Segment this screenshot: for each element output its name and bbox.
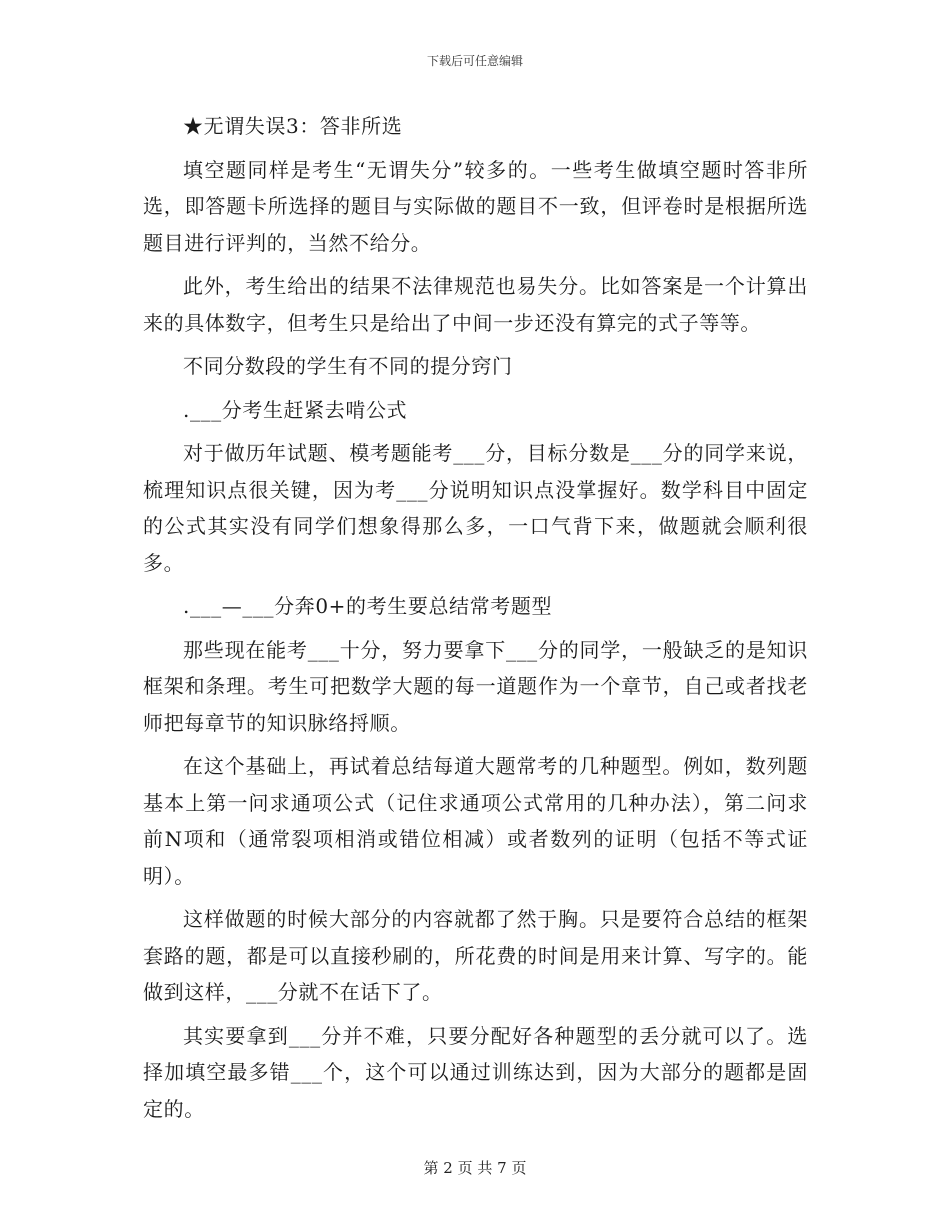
- page-number: 第 2 页 共 7 页: [423, 1159, 527, 1177]
- section-heading: 不同分数段的学生有不同的提分窍门: [183, 354, 513, 378]
- page-header-note: 下载后可任意编辑: [426, 54, 523, 68]
- subsection-heading: .___分考生赶紧去啃公式: [183, 397, 408, 422]
- body-paragraph: 那些现在能考___十分，努力要拿下___分的同学，一般缺乏的是知识框架和条理。考生可把数学大题的每一道题作为一个章节，自己或者找老师把每章节的知识脉络捋顺。: [143, 637, 808, 735]
- body-paragraph: 填空题同样是考生“无谓失分”较多的。一些考生做填空题时答非所选，即答题卡所选择的题目与实际做的题目不一致，但评卷时是根据所选题目进行评判的，当然不给分。: [143, 157, 808, 255]
- document-body: [143, 108, 808, 1127]
- body-paragraph: 对于做历年试题、模考题能考___分，目标分数是___分的同学来说，梳理知识点很关键，因为考___分说明知识点没掌握好。数学科目中固定的公式其实没有同学们想象得那么多，一口气背下来，做题就会顺利很多。: [143, 441, 808, 575]
- body-paragraph: 这样做题的时候大部分的内容就都了然于胸。只是要符合总结的框架套路的题，都是可以直接秒刷的，所花费的时间是用来计算、写字的。能做到这样，___分就不在话下了。: [143, 907, 808, 1004]
- body-paragraph: 在这个基础上，再试着总结每道大题常考的几种题型。例如，数列题基本上第一问求通项公式（记住求通项公式常用的几种办法），第二问求前N项和（通常裂项相消或错位相减）或者数列的证明（包括不等式证明）。: [143, 754, 808, 888]
- section-heading: ★无谓失误3：答非所选: [183, 114, 403, 138]
- subsection-heading: .___—___分奔0+的考生要总结常考题型: [183, 594, 553, 618]
- body-paragraph: 此外，考生给出的结果不法律规范也易失分。比如答案是一个计算出来的具体数字，但考生只是给出了中间一步还没有算完的式子等等。: [143, 274, 808, 335]
- body-paragraph: 其实要拿到___分并不难，只要分配好各种题型的丢分就可以了。选择加填空最多错___个，这个可以通过训练达到，因为大部分的题都是固定的。: [143, 1023, 808, 1121]
